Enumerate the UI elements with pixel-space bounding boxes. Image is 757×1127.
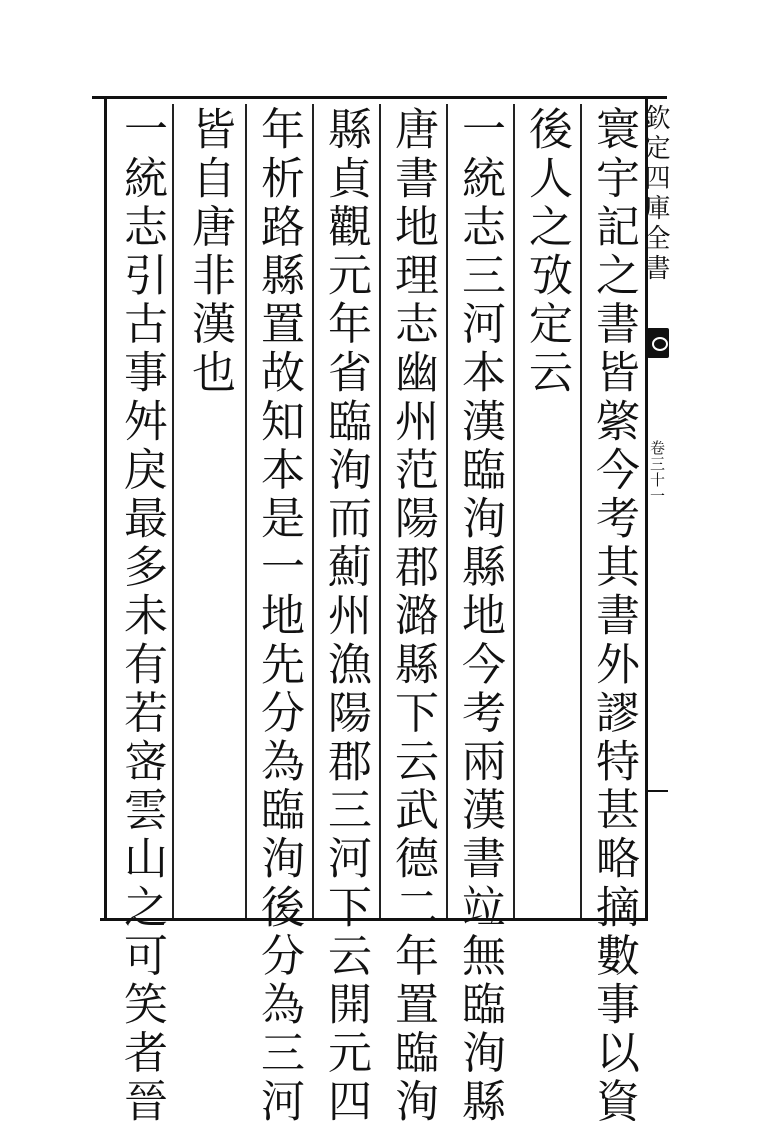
column-divider — [245, 104, 247, 918]
bottom-border — [100, 918, 648, 921]
margin-tick — [648, 790, 668, 792]
text-column-5: 縣貞觀元年省臨洵而薊州漁陽郡三河下云開元四 — [320, 106, 371, 1127]
text-column-8: 一統志引古事舛戾最多未有若宻雲山之可笑者晉 — [116, 106, 167, 1127]
column-divider — [312, 104, 314, 918]
series-title: 欽定四庫全書 — [640, 104, 670, 284]
column-divider — [172, 104, 174, 918]
column-divider — [446, 104, 448, 918]
volume-label: 卷三十一 — [648, 440, 666, 504]
text-column-2: 後人之攷定云 — [521, 106, 572, 398]
text-column-6: 年析路縣置故知本是一地先分為臨洵後分為三河 — [253, 106, 304, 1127]
column-divider — [379, 104, 381, 918]
text-column-7: 皆自唐非漢也 — [184, 106, 235, 398]
text-column-1: 寰宇記之書皆綮今考其書外謬特甚略摘數事以資 — [588, 106, 639, 1127]
left-border — [104, 98, 107, 920]
fish-tail-icon — [647, 328, 669, 358]
text-column-3: 一統志三河本漢臨洵縣地今考兩漢書竝無臨洵縣 — [454, 106, 505, 1127]
top-border — [92, 96, 667, 99]
column-divider — [513, 104, 515, 918]
column-divider — [580, 104, 582, 918]
text-column-4: 唐書地理志幽州范陽郡潞縣下云武德二年置臨洵 — [387, 106, 438, 1127]
